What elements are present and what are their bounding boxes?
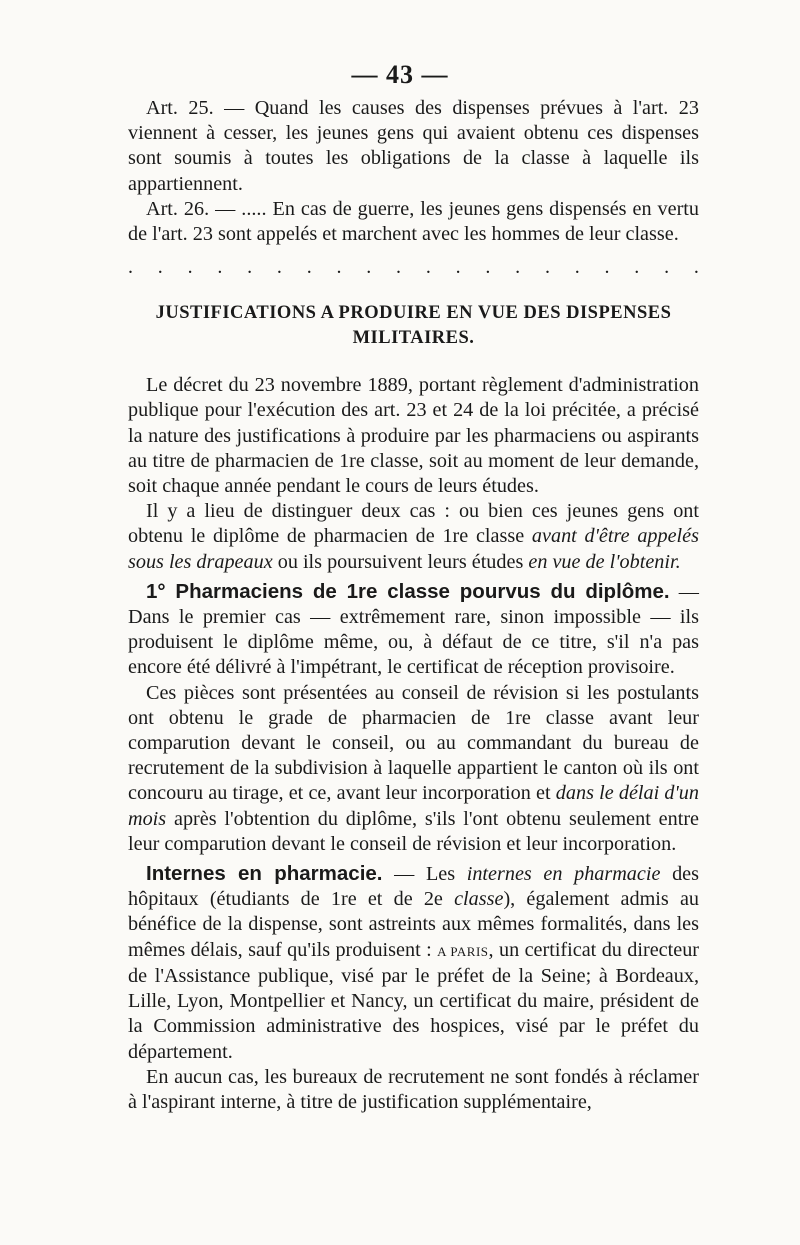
para2-italic-1: avant d'être appelés sous les drapeaux	[128, 525, 699, 573]
paragraph-deux-cas	[128, 499, 699, 575]
section-pharmaciens-title: 1° Pharmaciens de 1re classe pourvus du diplôme.	[146, 579, 670, 603]
article-26: Art. 26. — ..... En cas de guerre, les jeunes gens dispensés en vertu de l'art. 23 sont appelés et marchent avec les hommes de leur classe.	[128, 197, 699, 246]
page-number: — 43 —	[351, 60, 449, 89]
paragraph-pieces	[128, 681, 699, 857]
separator-dot: .	[157, 256, 163, 279]
separator-dot: .	[396, 256, 402, 279]
article-25: Art. 25. — Quand les causes des dispenses prévues à l'art. 23 viennent à cesser, les jeunes gens qui avaient obtenu ces dispenses sont soumis à toutes les obligations de la classe à laquelle ils appartiennent.	[128, 97, 699, 195]
separator-dot: .	[693, 256, 699, 279]
s2-text-1: des hôpitaux (étudiants de 1re et de 2e	[128, 863, 699, 911]
para2-lead: Il y a lieu de distinguer deux cas : ou bien ces jeunes gens ont obtenu le diplôme de pharmacien de 1re classe	[128, 500, 699, 548]
separator-dot: .	[544, 256, 550, 279]
section-heading	[128, 301, 699, 351]
s2-text-2: ), également admis au bénéfice de la dispense, sont astreints aux mêmes formalités, dans les mêmes délais, sauf qu'ils produisent :	[128, 888, 699, 961]
separator-dot: .	[485, 256, 491, 279]
section-pharmaciens-text: — Dans le premier cas — extrêmement rare, sinon impossible — ils produisent le diplôme même, ou, à défaut de ce titre, s'il n'a pas encore été délivré à l'impétrant, le certificat de réception provisoire.	[128, 580, 699, 679]
para2-middle: ou ils poursuivent leurs études	[272, 550, 529, 573]
section-internes	[128, 861, 699, 1065]
paragraph-decret: Le décret du 23 novembre 1889, portant règlement d'administration publique pour l'exécution des art. 23 et 24 de la loi précitée, a précisé la nature des justifications à produire par les pharmaciens ou aspirants au titre de pharmacien de 1re classe, soit au moment de leur demande, soit chaque année pendant le cours de leurs études.	[128, 374, 699, 498]
para2-italic-2: en vue de l'obtenir.	[528, 550, 681, 573]
para3-italic: dans le délai d'un mois	[128, 782, 699, 830]
separator-dot: .	[425, 256, 431, 279]
separator-dot: .	[664, 256, 670, 279]
separator-dot: .	[306, 256, 312, 279]
separator-dot: .	[604, 256, 610, 279]
s2-italic-2: classe	[454, 888, 504, 911]
para3-tail: après l'obtention du diplôme, s'ils l'ont obtenu seulement entre leur comparution devant le conseil de révision et leur incorporation.	[128, 807, 699, 855]
heading-line-2: MILITAIRES.	[352, 328, 475, 349]
para3-lead: Ces pièces sont présentées au conseil de révision si les postulants ont obtenu le grade de pharmacien de 1re classe avant leur comparution devant le conseil, ou au commandant du bureau de recrutement de la subdivision à laquelle appartient le canton où ils ont concouru au tirage, et ce, avant leur incorporation et	[128, 681, 699, 805]
separator-dot: .	[634, 256, 640, 279]
section-pharmaciens	[128, 579, 699, 681]
separator-dot: .	[128, 256, 133, 279]
s2-text-3: , un certificat du directeur de l'Assistance publique, visé par le préfet de la Seine; à Bordeaux, Lille, Lyon, Montpellier et Nancy, un certificat du maire, président de la Commission administrative des hospices, visé par le préfet du département.	[128, 938, 700, 1063]
separator-dot: .	[187, 256, 193, 279]
section-internes-title: Internes en pharmacie.	[146, 862, 383, 886]
separator-dot: .	[276, 256, 282, 279]
separator-dot: .	[217, 256, 223, 279]
dotted-separator	[128, 257, 699, 277]
s2-dash: — Les	[382, 863, 467, 886]
separator-dot: .	[455, 256, 461, 279]
heading-line-1: JUSTIFICATIONS A PRODUIRE EN VUE DES DISPENSES	[155, 303, 672, 324]
separator-dot: .	[366, 256, 372, 279]
page-body	[128, 96, 699, 1115]
separator-dot: .	[515, 256, 521, 279]
paragraph-aucun-cas: En aucun cas, les bureaux de recrutement ne sont fondés à réclamer à l'aspirant interne, à titre de justification supplémentaire,	[128, 1065, 699, 1113]
separator-dot: .	[336, 256, 342, 279]
separator-dot: .	[574, 256, 580, 279]
s2-italic-1: internes en pharmacie	[466, 863, 661, 886]
s2-smallcaps: A PARIS	[437, 943, 489, 959]
separator-dot: .	[247, 256, 253, 279]
